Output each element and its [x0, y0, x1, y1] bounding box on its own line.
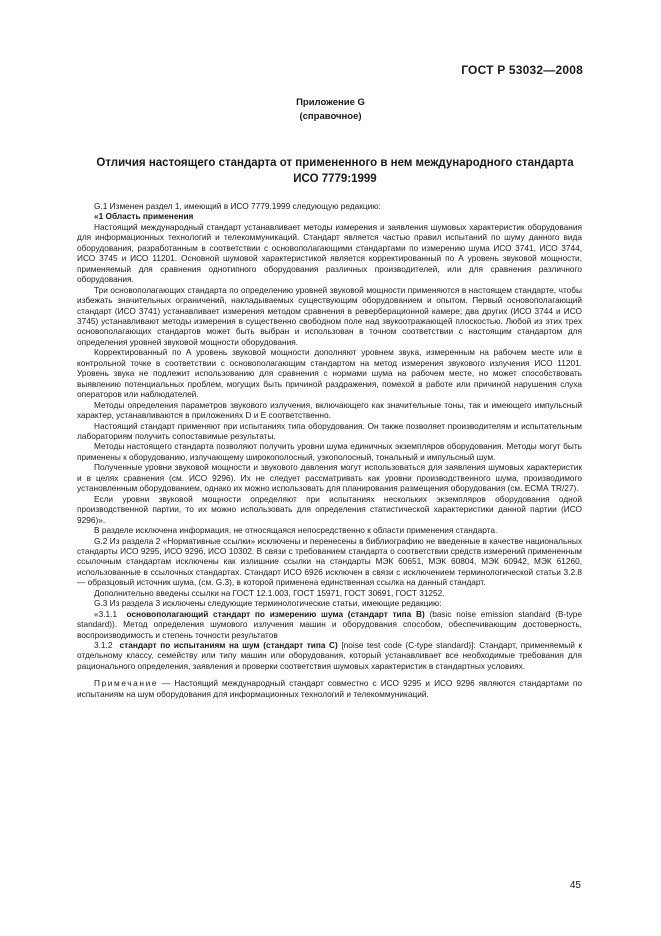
section-title: [70, 155, 600, 187]
paragraph-g3: G.3 Из раздела 3 исключены следующие терминологические статьи, имеющие редакцию:: [94, 598, 442, 609]
scope-heading: «1 Область применения: [94, 211, 194, 222]
term-definition: (basic noise emission standard (B-type standard)). Метод определения шумового излучения машин и оборудования способом, обеспечивающим достоверность, воспроизводимость и степень точности результатов: [77, 608, 582, 640]
paragraph: Полученные уровни звуковой мощности и звукового давления могут использоваться для заявления шумовых характеристик и в целях сравнения (см. ИСО 9296). Их не следует рассматривать как уровни производственного шума, производимого установленным оборудованием, однако их можно использовать для планирования размещения оборудования (см. ЕСМА TR/27).: [77, 462, 582, 494]
paragraph: Методы определения параметров звукового излучения, включающего как значительные тоны, так и имеющего импульсный характер, устанавливаются в приложениях D и Е соответственно.: [77, 399, 582, 421]
document-body: [77, 201, 582, 699]
paragraph-g1: G.1 Изменен раздел 1, имеющий в ИСО 7779.1999 следующую редакцию:: [94, 201, 381, 211]
paragraph: Настоящий международный стандарт устанавливает методы измерения и заявления шумовых характеристик оборудования для информационных технологий и телекоммуникаций. Стандарт является частью правил испытаний по шуму данного вида оборудования, разработанным в соответствии с основополагающими стандартами по измерению шума ИСО 3741, ИСО 3744, ИСО 3745 и ИСО 11201. Основной шумовой характеристикой является корректированный по А уровень звуковой мощности, применяемый для сравнения однотипного оборудования различных производителей, или для сравнения различного оборудования.: [77, 221, 582, 285]
term-name: стандарт по испытаниям на шум (стандарт типа С): [119, 640, 338, 651]
term-entry-3-1-1: [77, 609, 582, 640]
annex-title: Приложение G: [296, 97, 365, 108]
section-title-line-1: Отличия настоящего стандарта от примененного в нем международного стандарта: [96, 157, 574, 169]
section-title-line-2: ИСО 7779:1999: [293, 173, 377, 185]
term-number: 3.1.2: [94, 640, 113, 651]
paragraph: Настоящий стандарт применяют при испытаниях типа оборудования. Он также позволяет производителям и испытательным лабораториям получить сопоставимые результаты.: [77, 420, 582, 441]
term-name: основополагающий стандарт по измерению шума (стандарт типа В): [126, 608, 425, 619]
note-label: Примечание: [94, 678, 159, 689]
document-code: ГОСТ Р 53032—2008: [461, 63, 583, 77]
paragraph: Методы настоящего стандарта позволяют получить уровни шума единичных экземпляров оборудования. Методы могут быть применены к оборудованию, излучающему широкополосный, узкополосный, тональный и импульсный шум.: [77, 441, 582, 462]
paragraph: В разделе исключена информация, не относящаяся непосредственно к области применения стандарта.: [94, 525, 498, 536]
page-number: 45: [569, 880, 581, 891]
paragraph: Три основополагающих стандарта по определению уровней звуковой мощности применяются в настоящем стандарте, чтобы избежать значительных ограничений, накладываемых существующим оборудованием и опытом. Первый основополагающий стандарт (ИСО 3741) устанавливает измерения методом сравнения в реверберационной камере; два других (ИСО 3744 и ИСО 3745) устанавливают методы измерения в существенно свободном поле над звукоотражающей плоскостью. Любой из этих трех основополагающих стандартов может быть выбран и использован в точном соответствии с настоящим стандартом для определения уровней звуковой мощности оборудования.: [77, 284, 582, 347]
paragraph-g2: G.2 Из раздела 2 «Нормативные ссылки» исключены и перенесены в библиографию не введенные в качестве национальных стандарты ИСО 9295, ИСО 9296, ИСО 10302. В связи с требованием стандарта о соответствии средств измерений примененным ссылочным стандартам исключены как излишние ссылки на стандарты МЭК 60651, МЭК 60804, МЭК 60942, МЭК 61260, использованные в ссылочных стандартах. Стандарт ИСО 6926 исключен в связи с исключением терминологической статьи 3.2.8 — образцовый источник шума, (см. G.3), в которой применена единственная ссылка на данный стандарт.: [77, 535, 582, 588]
annex-heading: [0, 96, 661, 124]
paragraph: Корректированный по А уровень звуковой мощности дополняют уровнем звука, измеренным на рабочем месте или в контрольной точке в соответствии с основополагающим стандартом на метод измерения звукового излучения ИСО 11201. Уровень звука не подлежит использованию для сравнения с нормами шума на рабочем месте, но может способствовать выявлению потенциальных проблем, могущих быть причиной раздражения, помехой в работе или причиной нарушения слуха операторов или наблюдателей.: [77, 347, 582, 400]
note: [77, 678, 582, 699]
paragraph: Дополнительно введены ссылки на ГОСТ 12.1.003, ГОСТ 15971, ГОСТ 30691, ГОСТ 31252.: [94, 587, 445, 598]
note-text: — Настоящий международный стандарт совместно с ИСО 9295 и ИСО 9296 являются стандартами по испытаниям на шум оборудования для информационных технологий и телекоммуникаций.: [77, 678, 582, 699]
term-entry-3-1-2: [77, 640, 582, 671]
term-number: «3.1.1: [94, 608, 118, 619]
term-definition: [noise test code (C-type standard)]: Стандарт, применяемый к отдельному классу, семейству или типу машин или оборудования, который устанавливает все необходимые требования для рационального определения, заявления и проверки соответствия шумовых характеристик в стандартных условиях.: [77, 640, 583, 671]
paragraph: Если уровни звуковой мощности определяют при испытаниях нескольких экземпляров оборудования одной производственной партии, то их можно использовать для определения статистической характеристики данной партии (ИСО 9296)».: [77, 493, 582, 525]
annex-subtitle: (справочное): [299, 111, 362, 122]
